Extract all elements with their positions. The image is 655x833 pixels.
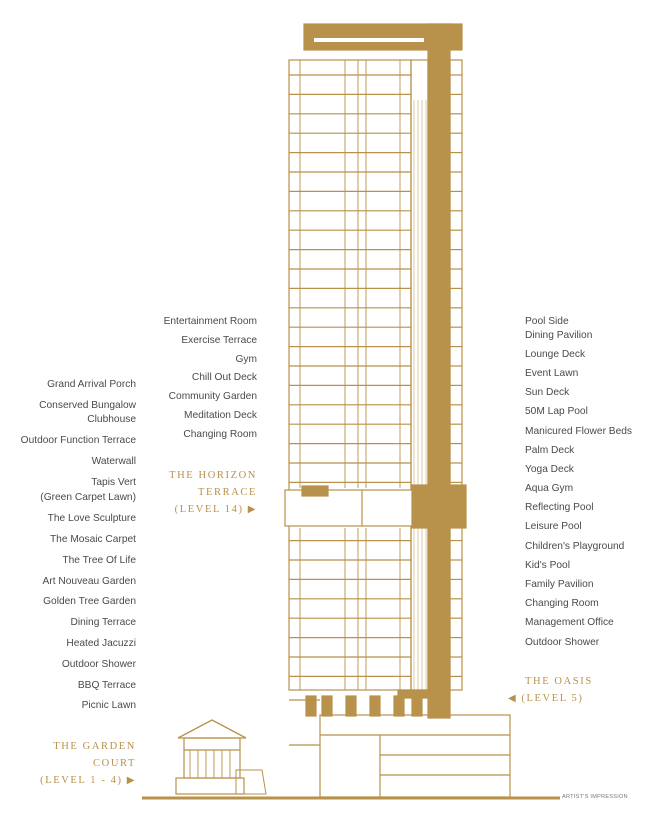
arrow-left-icon: ◀ (508, 693, 522, 704)
list-item: Aqua Gym (525, 483, 574, 495)
bungalow-roof (178, 720, 246, 738)
zone-title: TERRACE (197, 487, 257, 498)
list-item: Children's Playground (525, 540, 625, 552)
list-item: Gym (235, 353, 257, 365)
list-item: Dining Pavilion (525, 329, 593, 341)
service-core (428, 24, 450, 718)
list-item: BBQ Terrace (77, 679, 136, 691)
list-item: Reflecting Pool (525, 502, 594, 514)
pillar (346, 696, 356, 716)
tower-side (411, 60, 428, 690)
pillar (370, 696, 380, 716)
zone-title: COURT (93, 758, 136, 769)
list-item: Outdoor Function Terrace (20, 435, 136, 447)
core-fins (450, 60, 462, 690)
zone-level: (LEVEL 1 - 4) ▶ (40, 775, 136, 786)
list-item: Event Lawn (525, 367, 579, 379)
bungalow-base (176, 778, 244, 794)
list-item: Yoga Deck (525, 463, 574, 475)
list-item: Manicured Flower Beds (525, 425, 633, 437)
list-item: Leisure Pool (525, 521, 582, 533)
list-item: Palm Deck (525, 444, 575, 456)
pillar (306, 696, 316, 716)
list-item: Changing Room (183, 428, 257, 440)
list-item: Outdoor Shower (61, 658, 136, 670)
list-item: Management Office (525, 617, 614, 629)
list-item: Exercise Terrace (181, 334, 257, 346)
artist-impression-note: ARTIST'S IMPRESSION (562, 794, 628, 800)
horizon-terrace-label (169, 467, 257, 518)
garden-court-label (40, 738, 136, 789)
roof-crown-slot (314, 38, 424, 42)
list-item: Picnic Lawn (81, 700, 136, 712)
arrow-right-icon: ▶ (122, 775, 136, 786)
sky-terrace-pavilion (302, 486, 328, 496)
list-item: Sun Deck (525, 387, 570, 399)
list-item: Meditation Deck (183, 409, 257, 421)
bungalow-body (184, 738, 240, 778)
list-item: Entertainment Room (163, 316, 257, 327)
oasis-facilities (525, 316, 632, 656)
list-item: Waterwall (91, 456, 136, 468)
pillar-cap (398, 690, 428, 698)
zone-title: THE HORIZON (169, 470, 257, 481)
list-item: Tapis Vert (91, 477, 136, 489)
list-item: Chill Out Deck (191, 372, 257, 384)
list-item: Dining Terrace (70, 617, 136, 629)
pillar (394, 696, 404, 716)
list-item: (Green Carpet Lawn) (40, 491, 136, 503)
horizon-terrace-facilities (164, 316, 257, 448)
list-item: Golden Tree Garden (43, 596, 136, 608)
pillar (412, 696, 422, 716)
zone-title: THE OASIS (525, 676, 593, 687)
pillar (322, 696, 332, 716)
list-item: The Tree Of Life (62, 554, 136, 566)
list-item: Lounge Deck (525, 348, 586, 360)
list-item: Art Nouveau Garden (42, 575, 136, 587)
arrow-right-icon: ▶ (243, 504, 257, 515)
list-item: Changing Room (525, 598, 599, 610)
garden-court-facilities (21, 379, 136, 721)
list-item: The Love Sculpture (47, 513, 136, 525)
list-item: Conserved Bungalow (39, 399, 136, 411)
list-item: Clubhouse (87, 413, 136, 425)
zone-level: ◀ (LEVEL 5) (508, 693, 584, 704)
list-item: Family Pavilion (525, 579, 594, 591)
list-item: Kid's Pool (525, 559, 570, 571)
list-item: Pool Side (525, 316, 569, 327)
list-item: Community Garden (168, 391, 257, 403)
tower-body (289, 60, 411, 690)
list-item: The Mosaic Carpet (49, 533, 136, 545)
list-item: Heated Jacuzzi (66, 637, 136, 649)
sky-terrace-core-block (412, 485, 466, 528)
podium (320, 715, 510, 797)
oasis-label (508, 673, 593, 707)
list-item: 50M Lap Pool (525, 406, 588, 418)
zone-level: (LEVEL 14) ▶ (174, 504, 257, 515)
list-item: Outdoor Shower (525, 636, 600, 648)
list-item: Grand Arrival Porch (47, 379, 136, 390)
zone-title: THE GARDEN (53, 741, 136, 752)
